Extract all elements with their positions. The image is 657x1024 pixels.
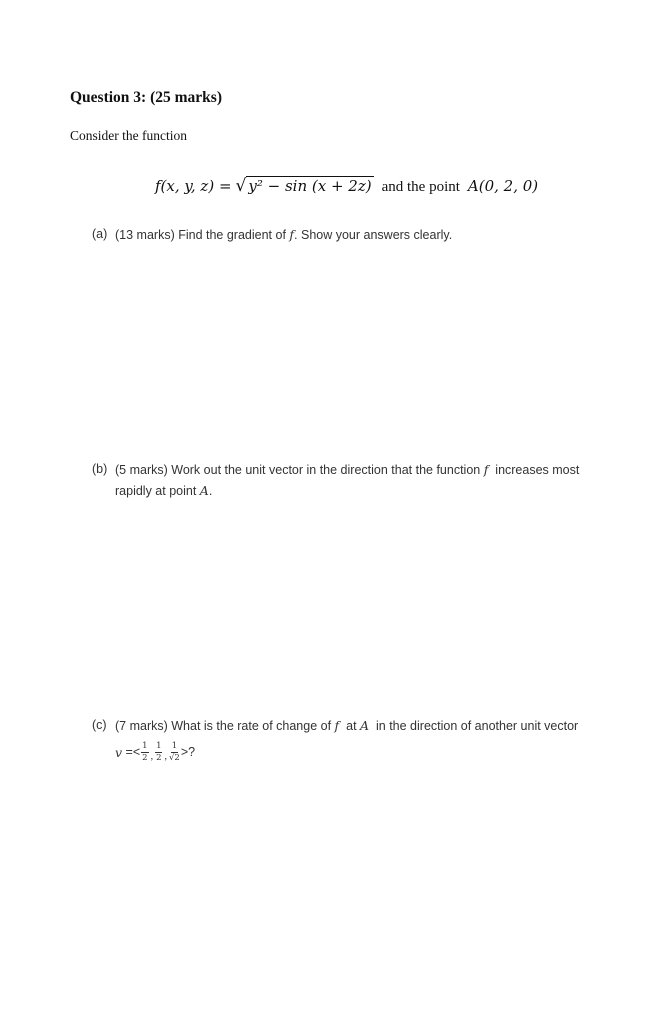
part-c-text-1: (7 marks) What is the rate of change of xyxy=(115,719,335,733)
part-c-var-f: f xyxy=(334,718,340,733)
part-a-text-2: . Show your answers clearly. xyxy=(294,228,453,242)
part-a-label: (a) xyxy=(92,227,108,241)
vector-component-2 xyxy=(155,742,162,762)
fraction-denominator: 2 xyxy=(156,752,162,763)
sqrt-icon: √ xyxy=(235,176,247,196)
part-a-text xyxy=(115,227,452,242)
fraction-numerator: 1 xyxy=(156,741,162,751)
vector-component-1 xyxy=(141,742,148,762)
part-c-text-2: at xyxy=(339,719,361,733)
part-b-text-2: increases most xyxy=(488,463,580,477)
fraction-denominator: 2 xyxy=(142,752,148,763)
part-b-var-f: f xyxy=(483,462,489,477)
comma-separator: , xyxy=(164,751,167,762)
function-radicand: y² − sin (x + 2z) xyxy=(248,177,372,195)
part-a-var-f: f xyxy=(289,227,295,242)
question-title: Question 3: (25 marks) xyxy=(70,89,222,106)
fraction-denominator: √2 xyxy=(168,752,180,763)
part-b-text-3: rapidly at point xyxy=(115,484,200,498)
part-c-text-3: in the direction of another unit vector xyxy=(369,719,579,733)
vector-component-3 xyxy=(169,742,180,762)
vector-name: v xyxy=(115,744,123,760)
comma-separator: , xyxy=(150,751,154,762)
vector-open: =< xyxy=(122,745,141,759)
point-definition: A(0, 2, 0) xyxy=(467,177,539,195)
part-b-line-1 xyxy=(115,462,579,477)
function-definition xyxy=(155,176,538,196)
connector-text: and the point xyxy=(381,179,460,195)
part-b-text-1: (5 marks) Work out the unit vector in the direction that the function xyxy=(115,463,484,477)
part-b-label: (b) xyxy=(92,462,108,476)
fraction-numerator: 1 xyxy=(142,741,148,751)
part-c-line-1 xyxy=(115,718,578,733)
part-c-var-a: A xyxy=(360,718,370,733)
part-b-var-a: A xyxy=(199,483,209,498)
part-b-line-2 xyxy=(115,483,212,498)
part-a-text-1: (13 marks) Find the gradient of xyxy=(115,228,290,242)
vector-definition xyxy=(115,742,195,762)
part-b-text-4: . xyxy=(208,484,213,498)
intro-text: Consider the function xyxy=(70,128,187,143)
fraction-numerator: 1 xyxy=(171,741,178,751)
vector-close: >? xyxy=(180,745,196,759)
function-lhs: f(x, y, z) = xyxy=(155,177,232,195)
part-c-label: (c) xyxy=(92,718,107,732)
